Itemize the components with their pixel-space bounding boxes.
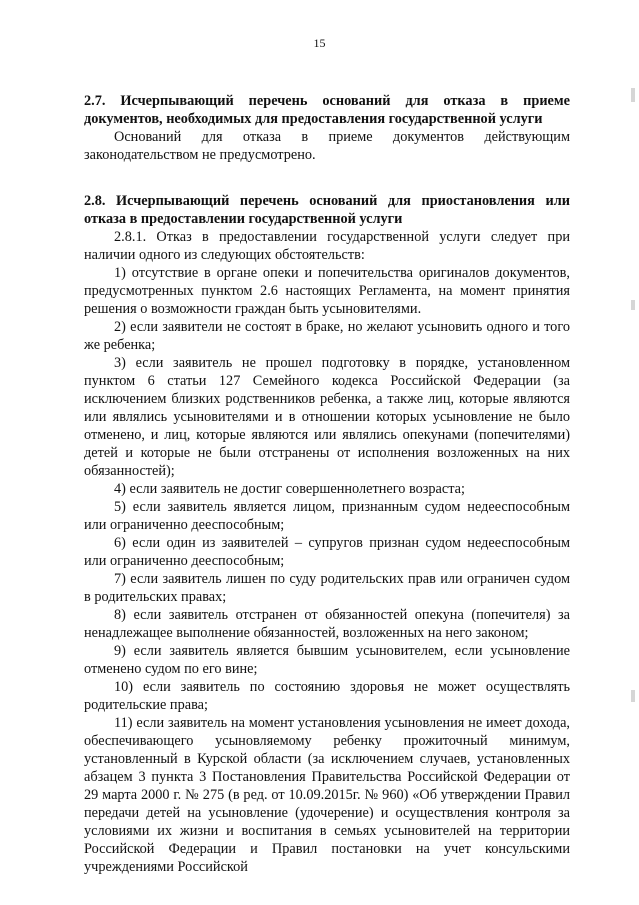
scan-edge-mark <box>631 300 635 310</box>
section-2-7-text: Оснований для отказа в приеме документов действующим законодательством не предусмотрено. <box>84 129 570 163</box>
scan-edge-mark <box>631 88 635 102</box>
list-item-9: 9) если заявитель является бывшим усыновителем, если усыновление отменено судом по его вине; <box>84 643 570 677</box>
list-item-5: 5) если заявитель является лицом, признанным судом недееспособным или ограниченно дееспособным; <box>84 499 570 533</box>
section-2-7-heading: 2.7. Исчерпывающий перечень оснований для отказа в приеме документов, необходимых для предоставления государственной услуги <box>84 93 570 127</box>
section-2-8-heading: 2.8. Исчерпывающий перечень оснований для приостановления или отказа в предоставлении государственной услуги <box>84 193 570 227</box>
list-item-2: 2) если заявители не состоят в браке, но желают усыновить одного и того же ребенка; <box>84 319 570 353</box>
list-item-11: 11) если заявитель на момент установления усыновления не имеет дохода, обеспечивающего усыновляемому ребенку прожиточный минимум, установленный в Курской области (за исключением случаев, установленных абзацем 3 пункта 3 Постановления Правительства Российской Федерации от 29 марта 2000 г. № 275 (в ред. от 10.09.2015г. № 960) «Об утверждении Правил передачи детей на усыновление (удочерение) и осуществления контроля за условиями их жизни и воспитания в семьях усыновителей на территории Российской Федерации и Правил постановки на учет консульскими учреждениями Российской <box>84 715 570 875</box>
list-item-1: 1) отсутствие в органе опеки и попечительства оригиналов документов, предусмотренных пунктом 2.6 настоящих Регламента, на момент принятия решения о возможности граждан быть усыновителями. <box>84 265 570 317</box>
page-number: 15 <box>313 36 326 50</box>
list-item-7: 7) если заявитель лишен по суду родительских прав или ограничен судом в родительских правах; <box>84 571 570 605</box>
section-spacer <box>84 164 570 192</box>
list-item-3: 3) если заявитель не прошел подготовку в порядке, установленном пунктом 6 статьи 127 Семейного кодекса Российской Федерации (за исключением близких родственников ребенка, а также лиц, которые являются или являлись усыновителями и в отношении которых усыновление не было отменено, и лиц, которые являются или являлись опекунами (попечителями) детей и которые не были отстранены от исполнения возложенных на них обязанностей); <box>84 355 570 479</box>
list-item-10: 10) если заявитель по состоянию здоровья не может осуществлять родительские права; <box>84 679 570 713</box>
scan-edge-mark <box>631 690 635 702</box>
list-item-8: 8) если заявитель отстранен от обязанностей опекуна (попечителя) за ненадлежащее выполнение обязанностей, возложенных на него законом; <box>84 607 570 641</box>
list-item-4: 4) если заявитель не достиг совершеннолетнего возраста; <box>114 481 465 497</box>
section-2-8-1-intro: 2.8.1. Отказ в предоставлении государственной услуги следует при наличии одного из следующих обстоятельств: <box>84 229 570 263</box>
page-body <box>84 92 570 876</box>
list-item-6: 6) если один из заявителей – супругов признан судом недееспособным или ограниченно дееспособным; <box>84 535 570 569</box>
